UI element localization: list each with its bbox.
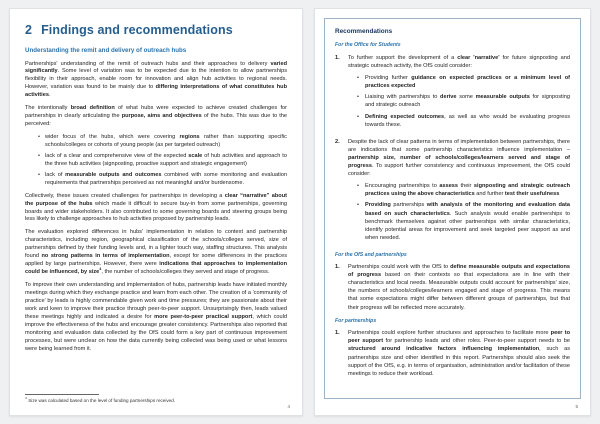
text-run: To improve their own understanding and implementation of hubs, partnership leads have initiated monthly meetings during which they exchange practice and learn from each other. The creation of a 'community of practice' by leads is highly commendable given work and time pressures; they are passionate about their work and keen to improve their practice through peer-to-peer support. Unsurprisingly then, leads valued these meetings highly and indicated a desire for <box>25 282 287 320</box>
text-run: Despite the lack of clear patterns in terms of implementation between partnerships, there are indications that some partnership characteristics influence implementation – <box>348 138 570 153</box>
audience-heading: For the Office for Students <box>335 42 401 49</box>
numbered-recommendation <box>335 329 570 378</box>
bullet-item <box>357 93 570 109</box>
text-run: of hub activities and approach to the three hub activities (signposting, proactive support and strategic engagement) <box>45 152 287 167</box>
text-run: , the number of schools/colleges they served and stage of progress. <box>101 269 270 276</box>
text-run: which made it difficult to secure buy-in from some partnerships, governing boards and wider stakeholders. It also contributed to some governing boards and steering groups being less likely to challenge approaches to hub activities proposed by partnership leads. <box>25 200 287 223</box>
emphasis-text: indications that approaches to implementation could be influenced, by size <box>25 261 287 276</box>
bullet-list <box>348 74 570 130</box>
text-run: for signposting and strategic outreach <box>365 94 571 109</box>
recommendation-number: 1. <box>335 330 340 337</box>
footnote-marker: 4 <box>25 396 27 401</box>
text-run: rather than supporting specific schools/colleges or cohorts of young people (as per targeted outreach) <box>45 134 287 148</box>
text-run: Collectively, these issues created challenges for partnerships in developing a <box>25 192 225 199</box>
text-run: of what hubs were expected to achieve created challenges for partnerships in clearly articulating the <box>25 105 287 120</box>
text-run: . To support further consistency and continuous improvement, the OfS could consider: <box>348 163 570 178</box>
text-run: Partnerships could work with the OfS to <box>348 264 451 271</box>
recommendation-number: 1. <box>335 264 340 271</box>
emphasis-text: differing interpretations of what constitutes hub activities <box>25 84 287 99</box>
text-run: lack of a clear and comprehensive view of the expected <box>45 152 189 159</box>
recommendations-title: Recommendations <box>335 28 393 35</box>
chapter-title: Findings and recommendations <box>41 23 233 37</box>
text-run: partnerships <box>390 202 427 209</box>
emphasis-text: measurable outputs and outcomes <box>65 171 162 178</box>
chapter-number: 2 <box>25 23 33 37</box>
bullet-item <box>38 134 287 150</box>
text-run: Liaising with partnerships to <box>365 94 441 101</box>
recommendation-text <box>348 138 570 246</box>
page-number-left: 4 <box>287 404 290 410</box>
numbered-recommendation <box>335 263 570 312</box>
text-run: wider focus of the hubs, which were covering <box>45 134 180 141</box>
emphasis-text: define measurable outputs and expectations of progress <box>348 264 570 279</box>
text-run: . Such analysis would enable partnerships to benchmark themselves against other partnerships with similar characteristics, identify potential areas for improvement and seek targeted peer support as and when needed. <box>365 210 570 241</box>
bullet-item <box>357 182 570 198</box>
text-run: , which could improve the effectiveness of the hubs and encourage greater consistency. Partnerships also reported that monitoring and evaluation data collected by the OfS could form a key part of continuous improvement processes, but were unclear on how the data currently being collected was being used or what lessons were being learned from it. <box>25 313 288 352</box>
recommendations-body <box>335 42 570 378</box>
paragraph <box>25 229 287 277</box>
emphasis-text: 4 <box>99 267 102 272</box>
bullet-item <box>38 153 287 169</box>
numbered-recommendation <box>335 54 570 133</box>
text-run: and further <box>474 190 505 197</box>
text-run: Encouraging partnerships to <box>365 182 440 189</box>
text-run: , as well as who would be evaluating progress towards these. <box>365 113 571 129</box>
emphasis-text: Providing <box>365 202 391 209</box>
emphasis-text: test their usefulness <box>504 190 560 197</box>
report-page-right <box>314 8 591 416</box>
text-run: Partnerships' understanding of the remit of outreach hubs and their approaches to delivery <box>25 60 271 67</box>
bullet-item <box>357 74 570 90</box>
text-run: of the hubs. This was due to the perceived: <box>25 113 287 128</box>
text-run: . <box>48 92 51 99</box>
paragraph <box>25 61 287 101</box>
emphasis-text: guidance on expected practices or a minimum level of practices expected <box>365 74 570 89</box>
numbered-recommendation <box>335 138 570 246</box>
emphasis-text: peer to peer support <box>348 330 570 345</box>
text-run: combined with some monitoring and evaluation requirements that partnerships perceived as not meaningful and/or burdensome. <box>45 171 287 186</box>
text-run: some <box>456 94 476 101</box>
text-run: for partnership leads and other roles. Peer-to-peer support needs to be <box>383 338 570 345</box>
text-run: , except for some differences in the practices applied by large partnerships. However, there were <box>25 253 287 268</box>
footnote-text: Size was calculated based on the level of funding partnerships received. <box>28 397 176 403</box>
recommendation-number: 1. <box>335 54 340 61</box>
text-run: The evaluation explored differences in hubs' implementation in relation to context and partnership characteristics, including region, geographical classification of the schools/colleges served, size of partnerships defined by their funding levels and, in a lighter touch way, staffing structures. This analysis found <box>25 229 287 260</box>
emphasis-text: clear 'narrative' <box>457 54 500 61</box>
emphasis-text: clear “narrative” about the purpose of the hubs <box>25 192 287 207</box>
text-run: for future signposting and strategic outreach activity, the OfS could consider: <box>348 54 570 69</box>
emphasis-text: more peer-to-peer practical support <box>154 313 253 320</box>
paragraph <box>25 282 287 353</box>
recommendation-text <box>348 263 570 312</box>
recommendations-box <box>324 18 581 399</box>
report-page-left <box>9 8 303 416</box>
text-run: their <box>458 182 474 189</box>
footnote-divider <box>25 394 99 395</box>
bullet-item <box>357 113 570 129</box>
text-run: based on their contexts so that expectations are in line with their characteristics and local needs. Measurable outputs could account for partnerships' size, the numbers of schools/colleges/learners engaged and stage of progress. This means that some expectations might differ between different groups of partnerships, but that their progress will be reflected more accurately. <box>348 272 570 311</box>
bullet-item <box>357 201 570 242</box>
emphasis-text: regions <box>179 134 200 141</box>
emphasis-text: with analysis of the monitoring and evaluation data based on such characteristics <box>365 202 570 217</box>
emphasis-text: broad definition <box>70 105 115 112</box>
emphasis-text: scale <box>188 152 203 159</box>
text-run: The intentionally <box>25 105 71 112</box>
emphasis-text: signposting and strategic outreach practices using the above characteristics <box>365 182 570 197</box>
paragraph <box>25 105 287 129</box>
left-page-body <box>25 61 287 354</box>
text-run: Partnerships could explore further structures and approaches to facilitate more <box>348 330 551 337</box>
emphasis-text: measurable outputs <box>475 94 530 101</box>
emphasis-text: structured around indicative factors influencing implementation <box>348 346 540 353</box>
emphasis-text: partnership size, number of schools/colleges/learners served and stage of progress <box>348 154 570 170</box>
emphasis-text: derive <box>440 94 457 101</box>
recommendation-number: 2. <box>335 138 340 145</box>
bullet-item <box>38 172 287 188</box>
recommendation-text <box>348 329 570 378</box>
text-run: lack of <box>45 171 66 178</box>
emphasis-text: no strong patterns in terms of implementation <box>41 253 170 260</box>
text-run: . Some level of variation was to be expected due to the intention to allow partnerships flexibility in their approach, enable room for innovation and align hub activities to regional needs. However, variation was found to be mainly due to <box>25 68 287 91</box>
emphasis-text: varied significantly <box>25 60 287 75</box>
text-run: , such as partnerships size and other identified in this report. Partnerships should also seek the support of the OfS, e.g. in terms of organisation, administration and/or facilitation of these meetings to reduce their workload. <box>348 346 570 377</box>
bullet-list <box>25 134 287 188</box>
text-run: To further support the development of a <box>348 54 458 61</box>
emphasis-text: Defining expected outcomes <box>365 113 445 120</box>
page-number-right: 5 <box>575 404 578 410</box>
emphasis-text: assess <box>439 182 459 189</box>
footnote <box>25 394 262 404</box>
recommendation-text <box>348 54 570 133</box>
audience-heading: For partnerships <box>335 317 377 324</box>
section-subheading: Understanding the remit and delivery of outreach hubs <box>25 46 187 54</box>
chapter-heading <box>25 22 287 40</box>
audience-heading: For the OfS and partnerships <box>335 251 407 258</box>
emphasis-text: purpose, aims and objectives <box>121 113 202 120</box>
paragraph <box>25 193 287 225</box>
bullet-list <box>348 182 570 242</box>
text-run: Providing further <box>365 74 412 81</box>
